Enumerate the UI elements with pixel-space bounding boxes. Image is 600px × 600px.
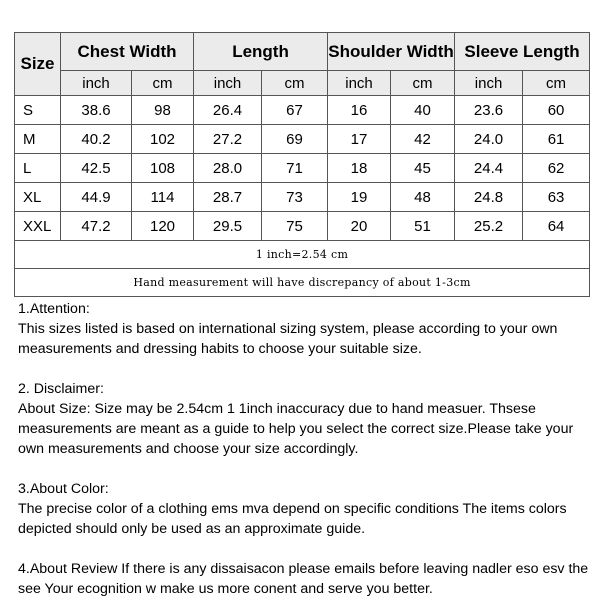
table-cell: 71 (262, 154, 328, 183)
spacer (18, 359, 593, 379)
table-cell: 28.0 (194, 154, 262, 183)
table-cell: 45 (391, 154, 455, 183)
review-text: 4.About Review If there is any dissaisacon please emails before leaving nadler eso esv the see Your ecognition w make us more conent and serve you better. (18, 561, 589, 597)
table-cell: 40 (391, 96, 455, 125)
table-cell: 73 (262, 183, 328, 212)
table-cell: 48 (391, 183, 455, 212)
header-shoulder-width: Shoulder Width (328, 33, 455, 71)
table-header-row (15, 33, 590, 71)
spacer (18, 539, 593, 559)
size-label: XXL (15, 212, 61, 241)
table-row (15, 183, 590, 212)
table-cell: 75 (262, 212, 328, 241)
size-label: XL (15, 183, 61, 212)
spacer (18, 459, 593, 479)
header-sleeve-length: Sleeve Length (455, 33, 590, 71)
table-cell: 27.2 (194, 125, 262, 154)
size-label: L (15, 154, 61, 183)
attention-text: This sizes listed is based on international sizing system, please according to your own measurements and dressing habits to choose your suitable size. (18, 321, 558, 357)
table-cell: 16 (328, 96, 391, 125)
notes-section (18, 299, 593, 599)
table-cell: 62 (523, 154, 590, 183)
table-cell: 120 (132, 212, 194, 241)
table-row (15, 96, 590, 125)
table-row (15, 125, 590, 154)
conversion-note-row (15, 241, 590, 269)
table-cell: 114 (132, 183, 194, 212)
table-cell: 47.2 (61, 212, 132, 241)
size-table (14, 32, 590, 297)
table-cell: 42 (391, 125, 455, 154)
size-label: S (15, 96, 61, 125)
table-cell: 61 (523, 125, 590, 154)
disclaimer-text: About Size: Size may be 2.54cm 1 1inch inaccuracy due to hand measuer. Thsese measurements are meant as a guide to help you select the correct size.Please take your own measurements and choose your size accordingly. (18, 401, 574, 457)
unit-cell: cm (523, 71, 590, 96)
color-title: 3.About Color: (18, 481, 109, 497)
header-length: Length (194, 33, 328, 71)
table-cell: 18 (328, 154, 391, 183)
table-row (15, 154, 590, 183)
table-cell: 102 (132, 125, 194, 154)
table-cell: 67 (262, 96, 328, 125)
table-cell: 17 (328, 125, 391, 154)
table-cell: 29.5 (194, 212, 262, 241)
size-label: M (15, 125, 61, 154)
table-cell: 51 (391, 212, 455, 241)
table-cell: 64 (523, 212, 590, 241)
table-cell: 60 (523, 96, 590, 125)
table-cell: 44.9 (61, 183, 132, 212)
table-cell: 19 (328, 183, 391, 212)
table-cell: 20 (328, 212, 391, 241)
conversion-note: 1 inch=2.54 cm (15, 241, 590, 269)
table-cell: 24.4 (455, 154, 523, 183)
unit-cell: inch (455, 71, 523, 96)
header-size: Size (15, 33, 61, 96)
header-chest-width: Chest Width (61, 33, 194, 71)
table-cell: 40.2 (61, 125, 132, 154)
table-unit-row (15, 71, 590, 96)
table-cell: 25.2 (455, 212, 523, 241)
attention-title: 1.Attention: (18, 301, 90, 317)
unit-cell: inch (328, 71, 391, 96)
discrepancy-note: Hand measurement will have discrepancy of about 1-3cm (15, 269, 590, 297)
table-cell: 63 (523, 183, 590, 212)
unit-cell: cm (132, 71, 194, 96)
unit-cell: inch (194, 71, 262, 96)
color-text: The precise color of a clothing ems mva depend on specific conditions The items colors depicted should only be used as an approximate guide. (18, 501, 567, 537)
unit-cell: cm (391, 71, 455, 96)
table-cell: 69 (262, 125, 328, 154)
table-cell: 108 (132, 154, 194, 183)
table-cell: 23.6 (455, 96, 523, 125)
disclaimer-title: 2. Disclaimer: (18, 381, 104, 397)
table-cell: 38.6 (61, 96, 132, 125)
unit-cell: inch (61, 71, 132, 96)
table-row (15, 212, 590, 241)
table-cell: 24.8 (455, 183, 523, 212)
unit-cell: cm (262, 71, 328, 96)
table-cell: 98 (132, 96, 194, 125)
table-cell: 28.7 (194, 183, 262, 212)
table-cell: 42.5 (61, 154, 132, 183)
table-cell: 26.4 (194, 96, 262, 125)
discrepancy-note-row (15, 269, 590, 297)
table-cell: 24.0 (455, 125, 523, 154)
